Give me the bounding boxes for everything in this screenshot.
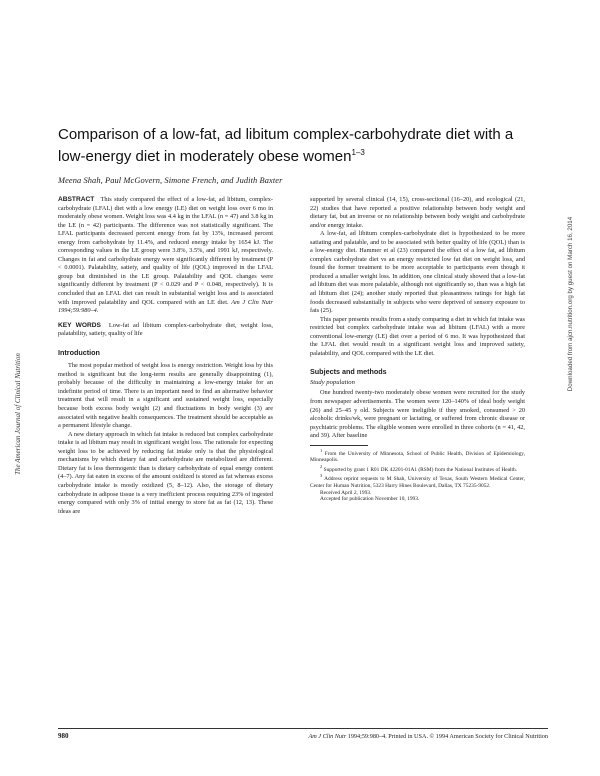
footnote: $^3$ Address reprint requests to M Shah, University of Texas, South Western Medical Center, Center for Human Nutrition, 5323 Harry Hines Boulevard, Dallas, TX 75235-9052. (310, 473, 525, 489)
body-paragraph-4: One hundred twenty-two moderately obese women were recruited for the study from newspaper advertisements. The women were 120–140% of ideal body weight (26) and 25–45 y old. Subjects were ineligible if they smoked, consumed > 20 alcoholic drinks/wk, were pregnant or lactating, or suffered from chronic disease or psychiatric problems. The eligible women were enrolled in three cohorts (n = 41, 42, and 39). After baseline (310, 389, 525, 440)
body-paragraph-2: A low-fat, ad libitum complex-carbohydrate diet is hypothesized to be more satiating and palatable, and to be associated with better quality of life (QOL) than is a low-energy diet. Hammer et al (23) compared the effect of a low fat, ad libitum complex carbohydrate diet vs an energy restricted low fat diet on weight loss, and found the former treatment to be more acceptable to participants even though it produced a smaller weight loss. In addition, one clinical study showed that a low-fat ad libitum diet was more palatable, although not significantly so, than was a high fat ad libitum diet (24); another study reported that pleasantness ratings for high fat foods decreased substantially in subjects who were deprived of sensory exposure to fats (25). (310, 230, 525, 315)
abstract-label: ABSTRACT (58, 196, 95, 203)
intro-heading: Introduction (58, 347, 100, 357)
keywords (58, 322, 273, 339)
article-title: Comparison of a low-fat, ad libitum complex-carbohydrate diet with a low-energy diet in moderately obese women$^{1-3}$ (58, 126, 514, 165)
page-number: 980 (58, 732, 69, 740)
author-list: Meena Shah, Paul McGovern, Simone French, and Judith Baxter (58, 176, 283, 185)
page-footer (58, 728, 548, 740)
download-stamp: Downloaded from ajcn.nutrition.org by guest on March 16, 2014 (567, 216, 574, 392)
left-column (58, 196, 273, 516)
footer-citation: Am J Clin Nutr 1994;59:980–4. Printed in USA. © 1994 American Society for Clinical Nutrition (308, 733, 548, 740)
abstract-citation: Am J Clin Nutr 1994;59:980–4. (58, 298, 274, 315)
footnote-rule (310, 445, 368, 446)
methods-heading: Subjects and methods (310, 367, 387, 377)
abstract-text: This study compared the effect of a low-fat, ad libitum, complex-carbohydrate (LFAL) diet with a low energy (LE) diet on weight loss over 6 mo in moderately obese women. Weight loss was 4.4 kg in the LFAL (n = 47) and 3.8 kg in the LE (n = 42) participants. The difference was not statistically significant. The LFAL participants decreased percent energy from fat by 13%, increased percent energy from carbohydrate by 11.4%, and reduced energy intake by 1654 kJ. The corresponding values in the LE group were 3.8%, 3.5%, and 1991 kJ, respectively. Changes in fat and carbohydrate energy were significantly different by treatment (P < 0.0001). Palatability, satiety, and quality of life (QOL) improved in the LFAL group but diminished in the LE group. Palatability and QOL changes were significantly different by treatment (P < 0.029 and P < 0.048, respectively). It is concluded that an LFAL diet can result in substantial weight loss and is associated with improved palatability and QOL compared with an LE diet. (58, 196, 273, 306)
right-column (310, 196, 525, 503)
journal-watermark: The American Journal of Clinical Nutrition (14, 353, 22, 475)
body-paragraph-3: This paper presents results from a study comparing a diet in which fat intake was restricted but complex carbohydrate intake was ad libitum (LFAL) with a more conventional low-energy (LE) diet over a period of 6 mo. It was hypothesized that the LFAL diet would result in a significant weight loss and improved satiety, palatability, and QOL compared with the LE diet. (310, 315, 525, 357)
footnote: Received April 2, 1993. (320, 489, 372, 496)
footnote: Accepted for publication November 10, 1993. (320, 496, 420, 503)
body-paragraph-1: supported by several clinical (14, 15), cross-sectional (16–20), and ecological (21, 22) studies that have reported a positive relationship between body weight and dietary fat, but an inverse or no relationship between body weight and carbohydrate and/or energy intake. (310, 196, 525, 229)
footnote: $^2$ Supported by grant 1 R01 DK 42201-01A1 (RSM) from the National Institutes of Health. (320, 463, 518, 473)
keywords-label: KEY WORDS (58, 321, 101, 329)
footnote: $^1$ From the University of Minnesota, School of Public Health, Division of Epidemiology, Minneapolis. (310, 447, 525, 464)
title-footnote-mark: 1–3 (351, 148, 365, 157)
abstract (58, 196, 273, 316)
study-population-heading: Study population (310, 378, 355, 386)
intro-paragraph-2: A new dietary approach in which fat intake is reduced but complex carbohydrate intake is ad libitum may result in significant weight loss. The rationale for expecting weight loss to be achieved by reducing fat intake only is that the physiological mechanisms by which dietary fat and carbohydrate are metabolized are different. Dietary fat is less thermogenic than is dietary carbohydrate of equal energy content (4–7). Any fat eaten in excess of the amount oxidized is stored as fat whereas excess carbohydrate intake is mostly oxidized (5, 8–12). Also, the storage of dietary carbohydrate in adipose tissue is a very inefficient process requiring 23% of ingested energy compared with only 3% of initial energy to store fat as fat (12, 13). These ideas are (58, 430, 273, 515)
intro-paragraph-1: The most popular method of weight loss is energy restriction. Weight loss by this method is significant but the long-term results are generally disappointing (1), probably because of the difficulty in maintaining a low-energy intake for an indefinite period of time. There is an important need to find an alternative behavior treatment that will result in a significant and sustained weight loss, especially because both excess body weight (2) and fluctuations in body weight (3) are associated with negative health consequences. The treatment should be acceptable as a permanent lifestyle change. (58, 362, 273, 430)
keywords-text: Low-fat ad libitum complex-carbohydrate diet, weight loss, palatability, satiety, quality of life (58, 321, 273, 338)
